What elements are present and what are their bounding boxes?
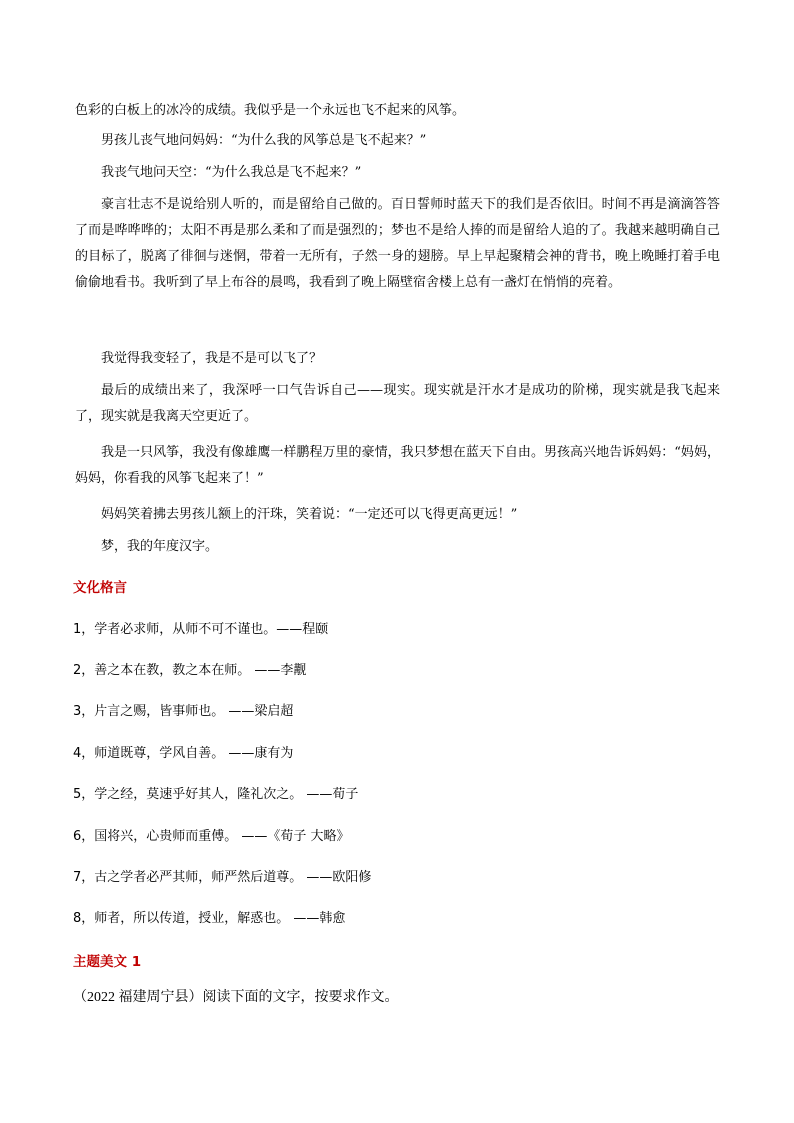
quote-item: 8，师者，所以传道，授业，解惑也。 ——韩愈 xyxy=(73,911,346,926)
essay-paragraph: 梦，我的年度汉字。 xyxy=(101,539,219,554)
essay-paragraph: 豪言壮志不是说给别人听的，而是留给自己做的。百日誓师时蓝天下的我们是否依旧。时间不再是滴滴答答了而是哗哗哗的；太阳不再是那么柔和了而是强烈的；梦也不是给人捧的而是留给人追的了。我越来越明确自己的目标了，脱离了徘徊与迷惘，带着一无所有，子然一身的翅膀。早上早起聚精会神的背书，晚上晚睡打着手电偷偷地看书。我听到了早上布谷的晨鸣，我看到了晚上隔壁宿舍楼上总有一盏灯在悄悄的亮着。 xyxy=(75,197,720,290)
quote-item: 5，学之经，莫速乎好其人，隆礼次之。 ——荀子 xyxy=(73,787,359,802)
essay-paragraph: 最后的成绩出来了，我深呼一口气告诉自己——现实。现实就是汗水才是成功的阶梯，现实就是我飞起来了，现实就是我离天空更近了。 xyxy=(75,383,720,424)
essay-paragraph: 我觉得我变轻了，我是不是可以飞了？ xyxy=(101,351,323,366)
essay-paragraph: 我丧气地问天空：“为什么我总是飞不起来？” xyxy=(101,165,362,180)
quote-item: 3，片言之赐，皆事师也。 ——梁启超 xyxy=(73,704,294,719)
quote-item: 2，善之本在教，教之本在师。 ——李觏 xyxy=(73,663,307,678)
quote-item: 1，学者必求师，从师不可不谨也。——程颐 xyxy=(73,622,329,637)
essay-paragraph: 色彩的白板上的冰冷的成绩。我似乎是一个永远也飞不起来的风筝。 xyxy=(75,103,466,118)
essay-paragraph: 我是一只风筝，我没有像雄鹰一样鹏程万里的豪情，我只梦想在蓝天下自由。男孩高兴地告诉妈妈：“妈妈，妈妈，你看我的风筝飞起来了！” xyxy=(75,445,720,486)
quote-item: 6，国将兴，心贵师而重傅。 ——《荀子 大略》 xyxy=(73,829,350,844)
section-heading-theme-essay: 主题美文 1 xyxy=(73,954,142,970)
quote-item: 7，古之学者必严其师，师严然后道尊。 ——欧阳修 xyxy=(73,870,372,885)
quote-item: 4，师道既尊，学风自善。 ——康有为 xyxy=(73,746,294,761)
essay-paragraph: 妈妈笑着拂去男孩儿额上的汗珠，笑着说：“一定还可以飞得更高更远！” xyxy=(101,507,518,522)
essay-paragraph: 男孩儿丧气地问妈妈：“为什么我的风筝总是飞不起来？” xyxy=(101,133,427,148)
theme-intro: （2022 福建周宁县）阅读下面的文字，按要求作文。 xyxy=(73,990,399,1005)
section-heading-culture-quotes: 文化格言 xyxy=(73,580,127,596)
